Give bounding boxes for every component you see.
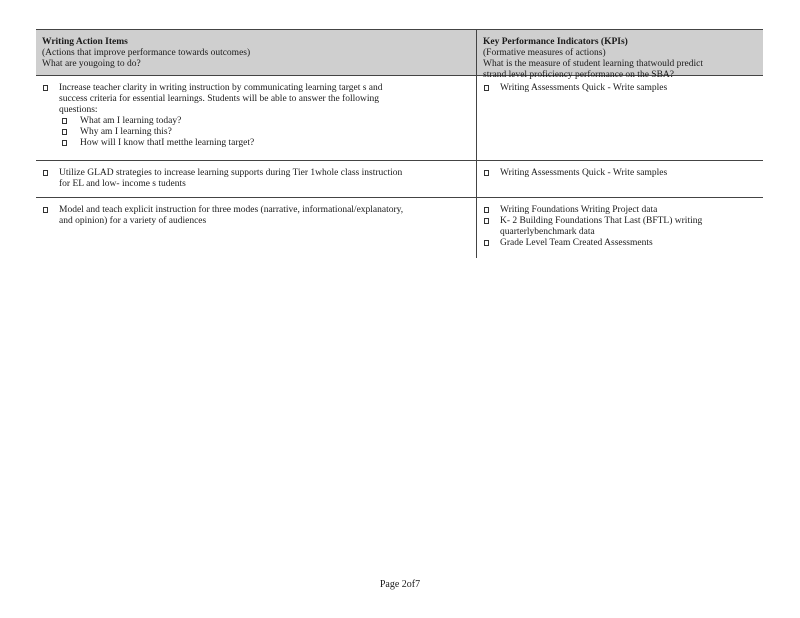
kpi-cell [477,76,764,161]
kpi-cell [477,161,764,198]
kpi-item [483,83,757,94]
bullet-icon [43,85,48,91]
kpi-item [483,238,757,249]
action-text-line: for EL and low- income s tudents [59,179,186,189]
action-text-line: and opinion) for a variety of audiences [59,216,207,226]
kpi-text: quarterlybenchmark data [500,227,595,237]
bullet-icon [484,170,489,176]
action-item [42,83,470,116]
bullet-icon [484,85,489,91]
kpi-item [483,205,757,216]
action-text-line: Model and teach explicit instruction for three modes (narrative, informational/explanatory, [59,205,404,215]
action-item [42,168,470,190]
table-row [36,198,763,259]
kpi-text: Writing Assessments Quick - Write samples [500,168,668,178]
sub-item [42,127,470,138]
action-text-line: Utilize GLAD strategies to increase learning supports during Tier 1whole class instruction [59,168,403,178]
action-item [42,205,470,227]
kpi-text: Writing Foundations Writing Project data [500,205,658,215]
header-question-actions: What are yougoing to do? [42,59,141,69]
table-row [36,161,763,198]
sub-item [42,116,470,127]
action-text-line: success criteria for essential learnings. Students will be able to answer the following [59,94,380,104]
bullet-icon [62,140,67,146]
sub-item-text: How will I know thatI metthe learning target? [80,138,255,148]
bullet-icon [43,207,48,213]
table-row [36,76,763,161]
bullet-icon [43,170,48,176]
action-text-line: questions: [59,105,98,115]
bullet-icon [484,218,489,224]
kpi-item [483,168,757,179]
header-row [36,30,763,76]
sub-item-text: What am I learning today? [80,116,182,126]
action-cell [36,161,477,198]
header-title-actions: Writing Action Items [42,37,128,47]
kpi-cell [477,198,764,259]
action-cell [36,76,477,161]
sub-item [42,138,470,149]
bullet-icon [484,207,489,213]
kpi-item [483,216,757,238]
header-cell-actions [36,30,477,76]
action-items-table [36,29,763,258]
action-cell [36,198,477,259]
action-text-line: Increase teacher clarity in writing instruction by communicating learning target s and [59,83,383,93]
kpi-text: Writing Assessments Quick - Write samples [500,83,668,93]
header-subtitle-kpis: (Formative measures of actions) [483,48,606,58]
header-question-kpis-line2: strand level proficiency performance on the SBA? [483,70,674,80]
bullet-icon [62,118,67,124]
header-cell-kpis [477,30,764,80]
header-question-kpis-line1: What is the measure of student learning thatwould predict [483,59,704,69]
bullet-icon [62,129,67,135]
page-number: Page 2of7 [379,579,421,590]
kpi-text: Grade Level Team Created Assessments [500,238,653,248]
bullet-icon [484,240,489,246]
kpi-text: K- 2 Building Foundations That Last (BFTL) writing [500,216,703,226]
header-subtitle-actions: (Actions that improve performance towards outcomes) [42,48,251,58]
sub-item-text: Why am I learning this? [80,127,172,137]
header-title-kpis: Key Performance Indicators (KPIs) [483,37,628,47]
